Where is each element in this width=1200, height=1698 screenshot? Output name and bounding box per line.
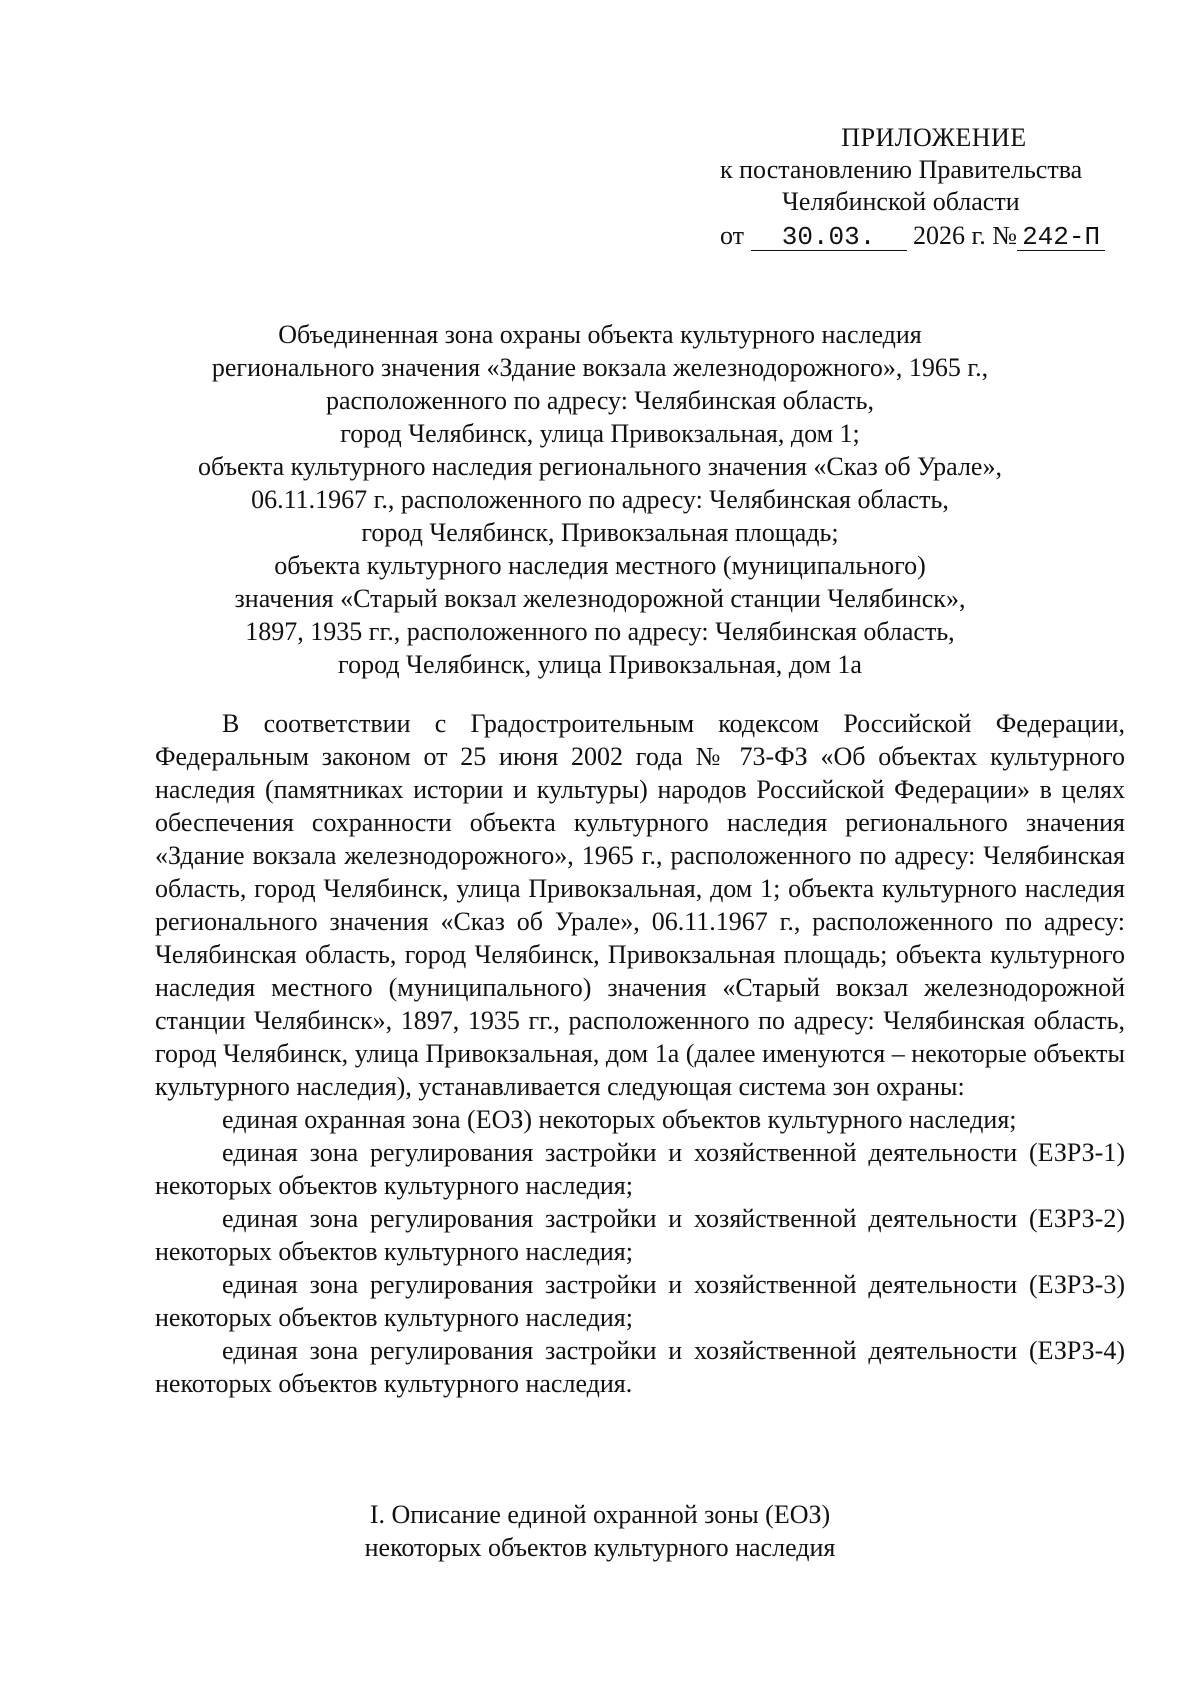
year-number-label: 2026 г. №: [913, 221, 1018, 250]
title-line: город Челябинск, улица Привокзальная, дом 1а: [338, 650, 862, 679]
zone-list-item: единая охранная зона (ЕОЗ) некоторых объектов культурного наследия;: [222, 1105, 1017, 1134]
appendix-title: ПРИЛОЖЕНИЕ: [841, 123, 1027, 152]
title-line: объекта культурного наследия регионального значения «Сказ об Урале»,: [198, 452, 1002, 481]
title-line: расположенного по адресу: Челябинская область,: [326, 386, 874, 415]
intro-paragraph: В соответствии с Градостроительным кодексом Российской Федерации, Федеральным законом от 25 июня 2002 года № 73-ФЗ «Об объектах культурного наследия (памятниках истории и культуры) народов Российской Федерации» в целях обеспечения сохранности объекта культурного наследия регионального значения «Здание вокзала железнодорожного», 1965 г., расположенного по адресу: Челябинская область, город Челябинск, улица Привокзальная, дом 1; объекта культурного наследия регионального значения «Сказ об Урале», 06.11.1967 г., расположенного по адресу: Челябинская область, город Челябинск, Привокзальная площадь; объекта культурного наследия местного (муниципального) значения «Старый вокзал железнодорожной станции Челябинск», 1897, 1935 гг., расположенного по адресу: Челябинская область, город Челябинск, улица Привокзальная, дом 1а (далее именуются – некоторые объекты культурного наследия), устанавливается следующая система зон охраны:: [155, 709, 1125, 1101]
document-number: 242-П: [1017, 224, 1105, 251]
appendix-header: [720, 122, 1140, 256]
title-line: объекта культурного наследия местного (муниципального): [274, 551, 926, 580]
document-title: [160, 318, 1040, 681]
title-line: город Челябинск, Привокзальная площадь;: [361, 518, 839, 547]
zone-list-item: единая зона регулирования застройки и хозяйственной деятельности (ЕЗРЗ-3) некоторых объектов культурного наследия;: [155, 1270, 1125, 1332]
title-line: 1897, 1935 гг., расположенного по адресу: Челябинская область,: [245, 617, 955, 646]
appendix-region-line: Челябинской области: [782, 187, 1020, 216]
section-heading-line: некоторых объектов культурного наследия: [364, 1533, 836, 1562]
title-line: Объединенная зона охраны объекта культурного наследия: [278, 320, 922, 349]
zone-list-item: единая зона регулирования застройки и хозяйственной деятельности (ЕЗРЗ-1) некоторых объектов культурного наследия;: [155, 1138, 1125, 1200]
document-body: [155, 707, 1125, 1400]
zone-list-item: единая зона регулирования застройки и хозяйственной деятельности (ЕЗРЗ-4) некоторых объектов культурного наследия.: [155, 1336, 1125, 1398]
appendix-resolution-line: к постановлению Правительства: [720, 155, 1083, 184]
zone-list-item: единая зона регулирования застройки и хозяйственной деятельности (ЕЗРЗ-2) некоторых объектов культурного наследия;: [155, 1204, 1125, 1266]
section-heading-line: I. Описание единой охранной зоны (ЕОЗ): [369, 1500, 831, 1529]
section-heading: [160, 1498, 1040, 1564]
title-line: регионального значения «Здание вокзала железнодорожного», 1965 г.,: [211, 353, 989, 382]
from-label: от: [720, 221, 745, 250]
date-value: 30.03.: [751, 224, 907, 251]
title-line: значения «Старый вокзал железнодорожной станции Челябинск»,: [234, 584, 966, 613]
title-line: 06.11.1967 г., расположенного по адресу: Челябинская область,: [251, 485, 949, 514]
appendix-date-line: [720, 220, 1140, 256]
title-line: город Челябинск, улица Привокзальная, дом 1;: [340, 419, 860, 448]
